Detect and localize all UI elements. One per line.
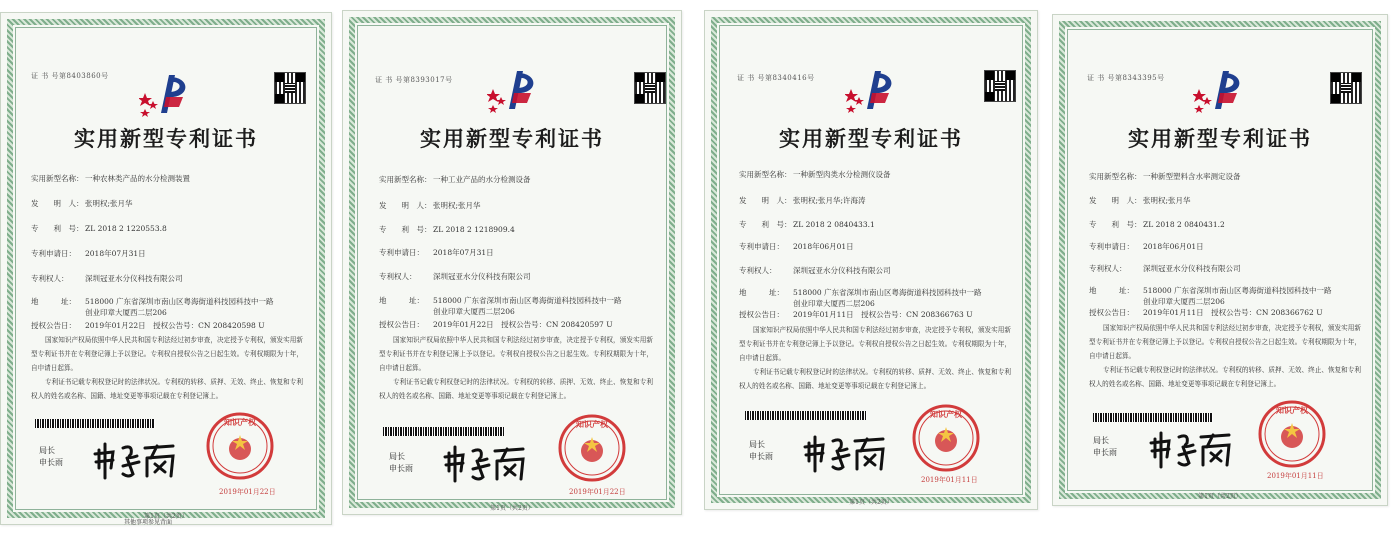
field-patentee: 专利权人： 深圳冠亚水分仪科技有限公司 (739, 266, 891, 275)
director-label: 局长 申长雨 (749, 440, 773, 461)
certificate-title: 实用新型专利证书 (779, 126, 963, 151)
paragraph-grant: 国家知识产权局依照中华人民共和国专利法经过初步审查，决定授予专利权，颁发实用新型专利证书并在专利登记簿上予以登记。专利权自授权公告之日起生效。专利权期限为十年，自申请日起算。 (379, 336, 653, 372)
director-label: 局长 申长雨 (1093, 436, 1117, 457)
page-number: 第1页（共2页） (1198, 493, 1242, 500)
national-emblem-seal-icon (911, 403, 981, 473)
paragraph-grant: 国家知识产权局依照中华人民共和国专利法经过初步审查，决定授予专利权，颁发实用新型专利证书并在专利登记簿上予以登记。专利权自授权公告之日起生效。专利权期限为十年，自申请日起算。 (31, 336, 303, 372)
field-patent-number: 专 利 号： ZL 2018 2 0840433.1 (739, 220, 875, 229)
field-grant-date: 授权公告日： 2019年01月11日 授权公告号：CN 208366762 U (1089, 308, 1323, 317)
field-patent-number: 专 利 号： ZL 2018 2 1220553.8 (31, 224, 167, 233)
field-inventor: 发 明 人： 张明权;张月华 (1089, 196, 1191, 205)
barcode-icon (745, 411, 867, 420)
field-address: 地 址： 518000 广东省深圳市南山区粤海街道科技园科技中一路 (379, 296, 622, 305)
certificate-3 (704, 10, 1038, 510)
field-grant-date: 授权公告日： 2019年01月22日 授权公告号：CN 208420598 U (31, 321, 265, 330)
field-utility-model-name: 实用新型名称： 一种新型肉类水分检测仪设备 (739, 170, 891, 179)
field-application-date: 专利申请日： 2018年06月01日 (1089, 242, 1204, 251)
field-application-date: 专利申请日： 2018年06月01日 (739, 242, 854, 251)
patent-office-logo-icon (487, 67, 543, 113)
seal-date: 2019年01月11日 (921, 476, 978, 484)
field-utility-model-name: 实用新型名称： 一种工业产品的水分检测设备 (379, 175, 531, 184)
seal-date: 2019年01月22日 (219, 488, 276, 496)
field-address-line2: 创业印章大厦西二层206 (793, 299, 875, 308)
certificate-title: 实用新型专利证书 (1128, 126, 1312, 151)
paragraph-legal-status: 专利证书记载专利权登记时的法律状况。专利权的转移、质押、无效、终止、恢复和专利权人的姓名或名称、国籍、地址变更等事项记载在专利登记簿上。 (379, 378, 653, 400)
qr-code-icon (1331, 73, 1361, 103)
certificate-4 (1052, 14, 1388, 506)
svg-text:知识产权: 知识产权 (576, 420, 608, 429)
page-number: 第1页（共2页） (144, 513, 188, 520)
qr-code-icon (985, 71, 1015, 101)
certificate-title: 实用新型专利证书 (420, 126, 604, 151)
field-inventor: 发 明 人： 张明权;张月华 (379, 201, 481, 210)
certificate-1 (0, 12, 332, 525)
patent-office-logo-icon (139, 71, 195, 117)
paragraph-legal-status: 专利证书记载专利权登记时的法律状况。专利权的转移、质押、无效、终止、恢复和专利权人的姓名或名称、国籍、地址变更等事项记载在专利登记簿上。 (739, 368, 1011, 390)
national-emblem-seal-icon (557, 413, 627, 483)
national-emblem-seal-icon (1257, 399, 1327, 469)
field-inventor: 发 明 人： 张明权;张月华;许海涛 (739, 196, 866, 205)
page-number: 第1页（共2页） (849, 499, 893, 506)
certificate-2 (342, 10, 682, 515)
field-address: 地 址： 518000 广东省深圳市南山区粤海街道科技园科技中一路 (739, 288, 982, 297)
barcode-icon (35, 419, 155, 428)
paragraph-legal-status: 专利证书记载专利权登记时的法律状况。专利权的转移、质押、无效、终止、恢复和专利权人的姓名或名称、国籍、地址变更等事项记载在专利登记簿上。 (1089, 366, 1361, 388)
field-application-date: 专利申请日： 2018年07月31日 (31, 249, 146, 258)
signature-icon (1149, 427, 1235, 469)
field-utility-model-name: 实用新型名称： 一种新型塑料含水率测定设备 (1089, 172, 1241, 181)
field-patentee: 专利权人： 深圳冠亚水分仪科技有限公司 (31, 274, 183, 283)
signature-icon (443, 441, 529, 483)
field-address-line2: 创业印章大厦西二层206 (1143, 297, 1225, 306)
certificate-number: 证 书 号第8403860号 (31, 72, 109, 80)
paragraph-grant: 国家知识产权局依照中华人民共和国专利法经过初步审查，决定授予专利权，颁发实用新型专利证书并在专利登记簿上予以登记。专利权自授权公告之日起生效。专利权期限为十年，自申请日起算。 (739, 326, 1011, 362)
qr-code-icon (635, 73, 665, 103)
field-address: 地 址： 518000 广东省深圳市南山区粤海街道科技园科技中一路 (31, 297, 274, 306)
barcode-icon (383, 427, 505, 436)
certificate-number: 证 书 号第8393017号 (375, 76, 453, 84)
footnote: 其他事项参见背面 (124, 519, 173, 526)
field-address: 地 址： 518000 广东省深圳市南山区粤海街道科技园科技中一路 (1089, 286, 1332, 295)
certificate-number: 证 书 号第8340416号 (737, 74, 815, 82)
field-patent-number: 专 利 号： ZL 2018 2 1218909.4 (379, 225, 515, 234)
qr-code-icon (275, 73, 305, 103)
patent-office-logo-icon (1193, 67, 1249, 113)
field-patentee: 专利权人： 深圳冠亚水分仪科技有限公司 (1089, 264, 1241, 273)
field-patent-number: 专 利 号： ZL 2018 2 0840431.2 (1089, 220, 1225, 229)
certificate-title: 实用新型专利证书 (74, 126, 258, 151)
svg-text:知识产权: 知识产权 (224, 418, 256, 427)
field-application-date: 专利申请日： 2018年07月31日 (379, 248, 494, 257)
field-grant-date: 授权公告日： 2019年01月22日 授权公告号：CN 208420597 U (379, 320, 613, 329)
paragraph-grant: 国家知识产权局依照中华人民共和国专利法经过初步审查，决定授予专利权，颁发实用新型专利证书并在专利登记簿上予以登记。专利权自授权公告之日起生效。专利权期限为十年，自申请日起算。 (1089, 324, 1361, 360)
certificate-number: 证 书 号第8343395号 (1087, 74, 1165, 82)
svg-text:知识产权: 知识产权 (1276, 406, 1308, 415)
field-inventor: 发 明 人： 张明权;张月华 (31, 199, 133, 208)
patent-office-logo-icon (845, 67, 901, 113)
field-utility-model-name: 实用新型名称： 一种农林类产品的水分检测装置 (31, 174, 190, 183)
signature-icon (803, 431, 889, 473)
field-patentee: 专利权人： 深圳冠亚水分仪科技有限公司 (379, 272, 531, 281)
paragraph-legal-status: 专利证书记载专利权登记时的法律状况。专利权的转移、质押、无效、终止、恢复和专利权人的姓名或名称、国籍、地址变更等事项记载在专利登记簿上。 (31, 378, 303, 400)
field-address-line2: 创业印章大厦西二层206 (433, 307, 515, 316)
field-address-line2: 创业印章大厦西二层206 (85, 308, 167, 317)
seal-date: 2019年01月11日 (1267, 472, 1324, 480)
svg-text:知识产权: 知识产权 (930, 410, 962, 419)
field-grant-date: 授权公告日： 2019年01月11日 授权公告号：CN 208366763 U (739, 310, 973, 319)
barcode-icon (1093, 413, 1213, 422)
director-label: 局长 申长雨 (389, 452, 413, 473)
page-number: 第1页（共2页） (490, 505, 534, 512)
national-emblem-seal-icon (205, 411, 275, 481)
director-label: 局长 申长雨 (39, 446, 63, 467)
signature-icon (93, 438, 179, 480)
seal-date: 2019年01月22日 (569, 488, 626, 496)
